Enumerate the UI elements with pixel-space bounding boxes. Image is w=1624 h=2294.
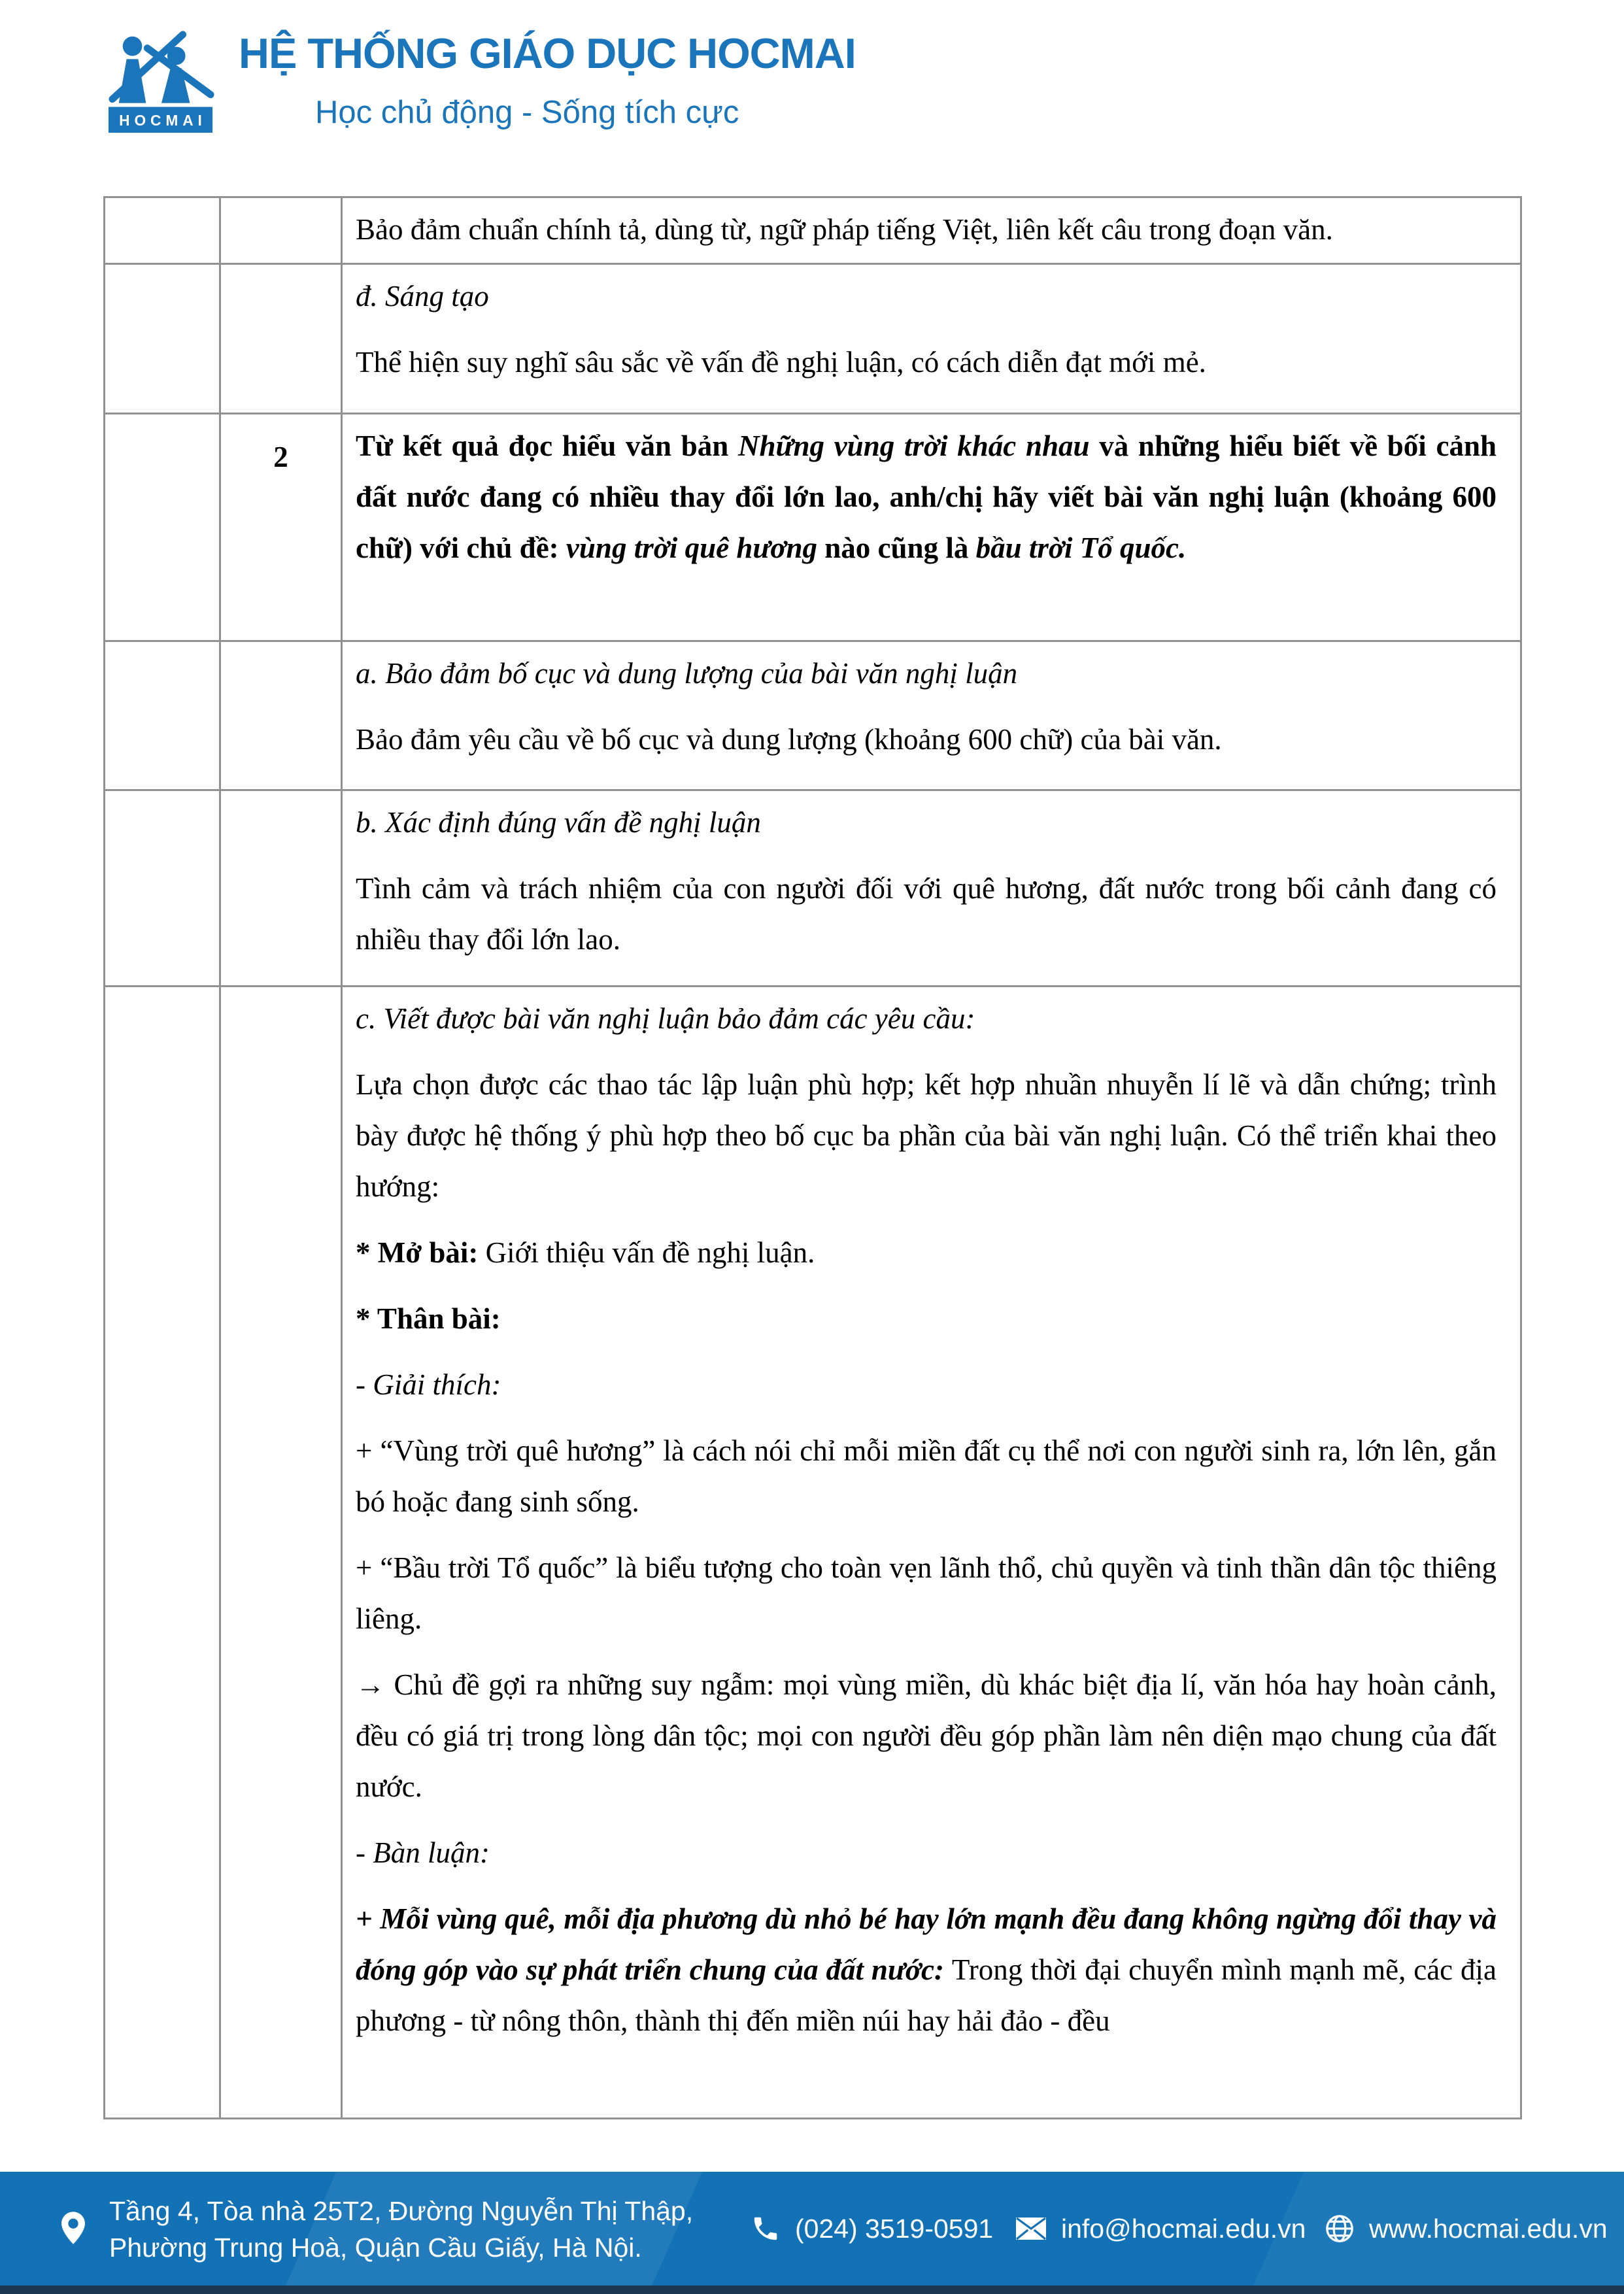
footer-website-url: www.hocmai.edu.vn <box>1369 2213 1608 2244</box>
paragraph: Bảo đảm yêu cầu về bố cục và dung lượng (khoảng 600 chữ) của bài văn. <box>356 723 1222 756</box>
question-number-cell: 2 <box>221 413 343 640</box>
paragraph: b. Xác định đúng vấn đề nghị luận <box>356 806 761 839</box>
paragraph: * Thân bài: <box>356 1302 501 1335</box>
table-row <box>105 640 1520 789</box>
paragraph: Thể hiện suy nghĩ sâu sắc về vấn đề nghị luận, có cách diễn đạt mới mẻ. <box>356 346 1206 379</box>
paragraph: a. Bảo đảm bố cục và dung lượng của bài văn nghị luận <box>356 657 1018 690</box>
footer-address-line2: Phường Trung Hoà, Quận Cầu Giấy, Hà Nội. <box>109 2233 642 2263</box>
paragraph: + “Bầu trời Tổ quốc” là biểu tượng cho toàn vẹn lãnh thổ, chủ quyền và tinh thần dân tộc thiêng liêng. <box>356 1551 1497 1635</box>
content-cell <box>343 789 1520 985</box>
question-number-cell <box>221 263 343 413</box>
question-number-cell <box>221 789 343 985</box>
content-cell <box>343 263 1520 413</box>
table-row <box>105 198 1520 263</box>
criteria-cell-empty <box>105 985 221 2117</box>
paragraph: + Mỗi vùng quê, mỗi địa phương dù nhỏ bé hay lớn mạnh đều đang không ngừng đổi thay và đóng góp vào sự phát triển chung của đất nước: Trong thời đại chuyển mình mạnh mẽ, các địa phương - từ nông thôn, thành thị đến miền núi hay hải đảo - đều <box>356 1902 1497 2037</box>
paragraph: * Mở bài: Giới thiệu vấn đề nghị luận. <box>356 1236 815 1269</box>
paragraph: Từ kết quả đọc hiểu văn bản Những vùng trời khác nhau và những hiểu biết về bối cảnh đất nước đang có nhiều thay đổi lớn lao, anh/chị hãy viết bài văn nghị luận (khoảng 600 chữ) với chủ đề: vùng trời quê hương nào cũng là bầu trời Tổ quốc. <box>356 430 1497 564</box>
footer-address-line1: Tầng 4, Tòa nhà 25T2, Đường Nguyễn Thị Thập, <box>109 2196 694 2226</box>
paragraph: đ. Sáng tạo <box>356 280 489 312</box>
content-cell <box>343 640 1520 789</box>
header <box>0 0 1624 177</box>
footer-address-block <box>56 2193 693 2266</box>
paragraph: Lựa chọn được các thao tác lập luận phù hợp; kết hợp nhuần nhuyễn lí lẽ và dẫn chứng; trình bày được hệ thống ý phù hợp theo bố cục ba phần của bài văn nghị luận. Có thể triển khai theo hướng: <box>356 1068 1497 1203</box>
paragraph: c. Viết được bài văn nghị luận bảo đảm các yêu cầu: <box>356 1002 975 1035</box>
location-pin-icon <box>56 2204 91 2255</box>
content-cell <box>343 198 1520 263</box>
globe-icon <box>1325 2214 1355 2244</box>
paragraph: Bảo đảm chuẩn chính tả, dùng từ, ngữ pháp tiếng Việt, liên kết câu trong đoạn văn. <box>356 213 1333 246</box>
criteria-cell-empty <box>105 789 221 985</box>
footer-email-address: info@hocmai.edu.vn <box>1061 2213 1306 2244</box>
criteria-cell-empty <box>105 640 221 789</box>
footer-website <box>1325 2172 1608 2286</box>
paragraph: Tình cảm và trách nhiệm của con người đối với quê hương, đất nước trong bối cảnh đang có nhiều thay đổi lớn lao. <box>356 872 1497 956</box>
answer-key-table <box>103 196 1522 2119</box>
question-number-cell <box>221 985 343 2117</box>
paragraph: - Giải thích: <box>356 1368 501 1401</box>
table-row <box>105 789 1520 985</box>
phone-icon <box>751 2214 781 2244</box>
footer-phone <box>751 2172 993 2286</box>
question-number-cell <box>221 198 343 263</box>
paragraph: - Bàn luận: <box>356 1836 490 1869</box>
hocmai-logo-icon <box>107 26 216 135</box>
paragraph: → Chủ đề gợi ra những suy ngẫm: mọi vùng miền, dù khác biệt địa lí, văn hóa hay hoàn cảnh, đều có giá trị trong lòng dân tộc; mọi con người đều góp phần làm nên diện mạo chung của đất nước. <box>356 1668 1497 1803</box>
table-row <box>105 263 1520 413</box>
paragraph: + “Vùng trời quê hương” là cách nói chỉ mỗi miền đất cụ thể nơi con người sinh ra, lớn lên, gắn bó hoặc đang sinh sống. <box>356 1434 1497 1518</box>
criteria-cell-empty <box>105 198 221 263</box>
logo-wordmark: HOCMAI <box>119 112 207 129</box>
footer-bottom-strip <box>0 2286 1624 2294</box>
content-cell <box>343 985 1520 2117</box>
table-row <box>105 985 1520 2117</box>
question-number-cell <box>221 640 343 789</box>
brand-tagline: Học chủ động - Sống tích cực <box>315 95 739 130</box>
criteria-cell-empty <box>105 413 221 640</box>
brand-title: HỆ THỐNG GIÁO DỤC HOCMAI <box>239 29 856 77</box>
footer-phone-number: (024) 3519-0591 <box>795 2213 994 2244</box>
criteria-cell-empty <box>105 263 221 413</box>
footer-email <box>1015 2172 1306 2286</box>
envelope-icon <box>1015 2217 1047 2240</box>
footer-address <box>109 2193 693 2266</box>
content-cell <box>343 413 1520 640</box>
footer <box>0 2172 1624 2286</box>
table-row <box>105 413 1520 640</box>
